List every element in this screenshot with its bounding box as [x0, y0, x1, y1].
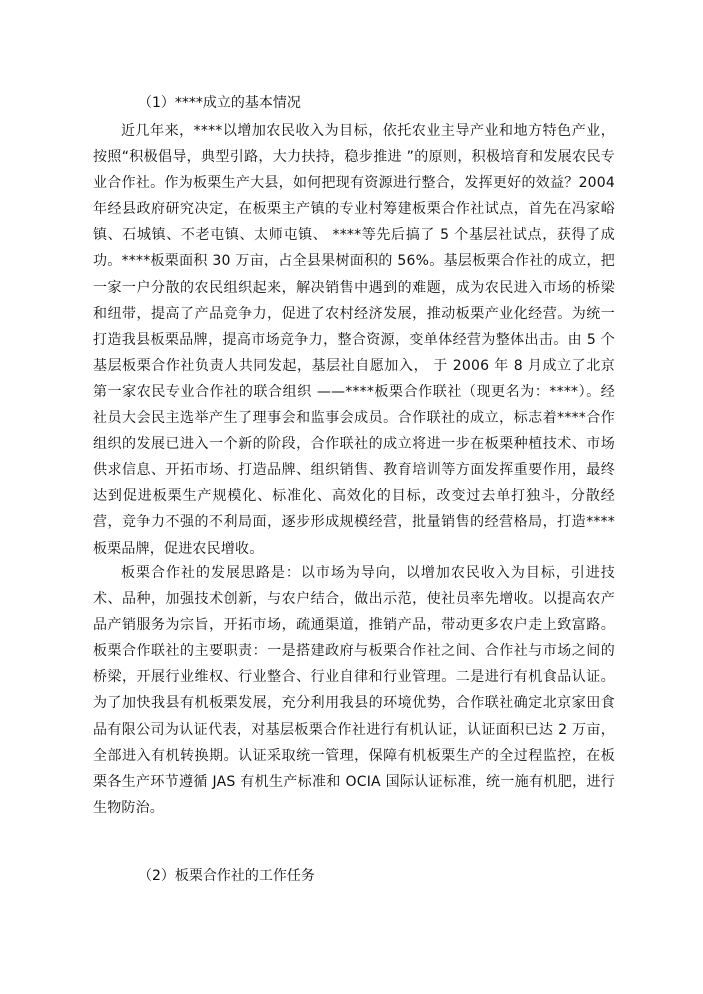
paragraph-development-ideas [93, 560, 615, 821]
paragraph-text: 板栗合作社的发展思路是：以市场为导向，以增加农民收入为目标，引进技术、品种，加强技术创新，与农户结合，做出示范，使社员率先增收。以提高农产品产销服务为宗旨，开拓市场，疏通渠道，推销产品，带动更多农户走上致富路。板栗合作联社的主要职责：一是搭建政府与板栗合作社之间、合作社与市场之间的桥梁，开展行业维权、行业整合、行业自律和行业管理。二是进行有机食品认证。为了加快我县有机板栗发展，充分利用我县的环境优势，合作联社确定北京家田食品有限公司为认证代表，对基层板栗合作社进行有机认证，认证面积已达 2 万亩，全部进入有机转换期。认证采取统一管理，保障有机板栗生产的全过程监控，在板栗各生产环节遵循 JAS 有机生产标准和 OCIA 国际认证标准，统一施有机肥，进行生物防治。 [93, 565, 615, 816]
section-heading-work-tasks: （2）板栗合作社的工作任务 [138, 868, 315, 884]
paragraph-text: 近几年来，****以增加农民收入为目标，依托农业主导产业和地方特色产业，按照“积极倡导，典型引路，大力扶持，稳步推进 ”的原则，积极培育和发展农民专业合作社。作为板栗生产大县，如何把现有资源进行整合，发挥更好的效益？2004 年经县政府研究决定，在板栗主产镇的专业村筹建板栗合作社试点，首先在冯家峪镇、石城镇、不老屯镇、太师屯镇、 ****等先后搞了 5 个基层社试点，获得了成功。****板栗面积 30 万亩，占全县果树面积的 56%。基层板栗合作社的成立，把一家一户分散的农民组织起来，解决销售中遇到的难题，成为农民进入市场的桥梁和纽带，提高了产品竞争力，促进了农村经济发展，推动板栗产业化经营。为统一打造我县板栗品牌，提高市场竞争力，整合资源，变单体经营为整体出击。由 5 个基层板栗合作社负责人共同发起，基层社自愿加入， 于 2006 年 8 月成立了北京第一家农民专业合作社的联合组织 ——****板栗合作联社（现更名为：****）。经社员大会民主选举产生了理事会和监事会成员。合作联社的成立，标志着****合作组织的发展已进入一个新的阶段，合作联社的成立将进一步在板栗种植技术、市场供求信息、开拓市场、打造品牌、组织销售、教育培训等方面发挥重要作用，最终达到促进板栗生产规模化、标准化、高效化的目标，改变过去单打独斗，分散经营，竞争力不强的不利局面，逐步形成规模经营，批量销售的经营格局，打造****板栗品牌，促进农民增收。 [93, 123, 615, 557]
section-heading-basic-info: （1）****成立的基本情况 [138, 95, 301, 111]
paragraph-establishment-info [93, 118, 615, 562]
